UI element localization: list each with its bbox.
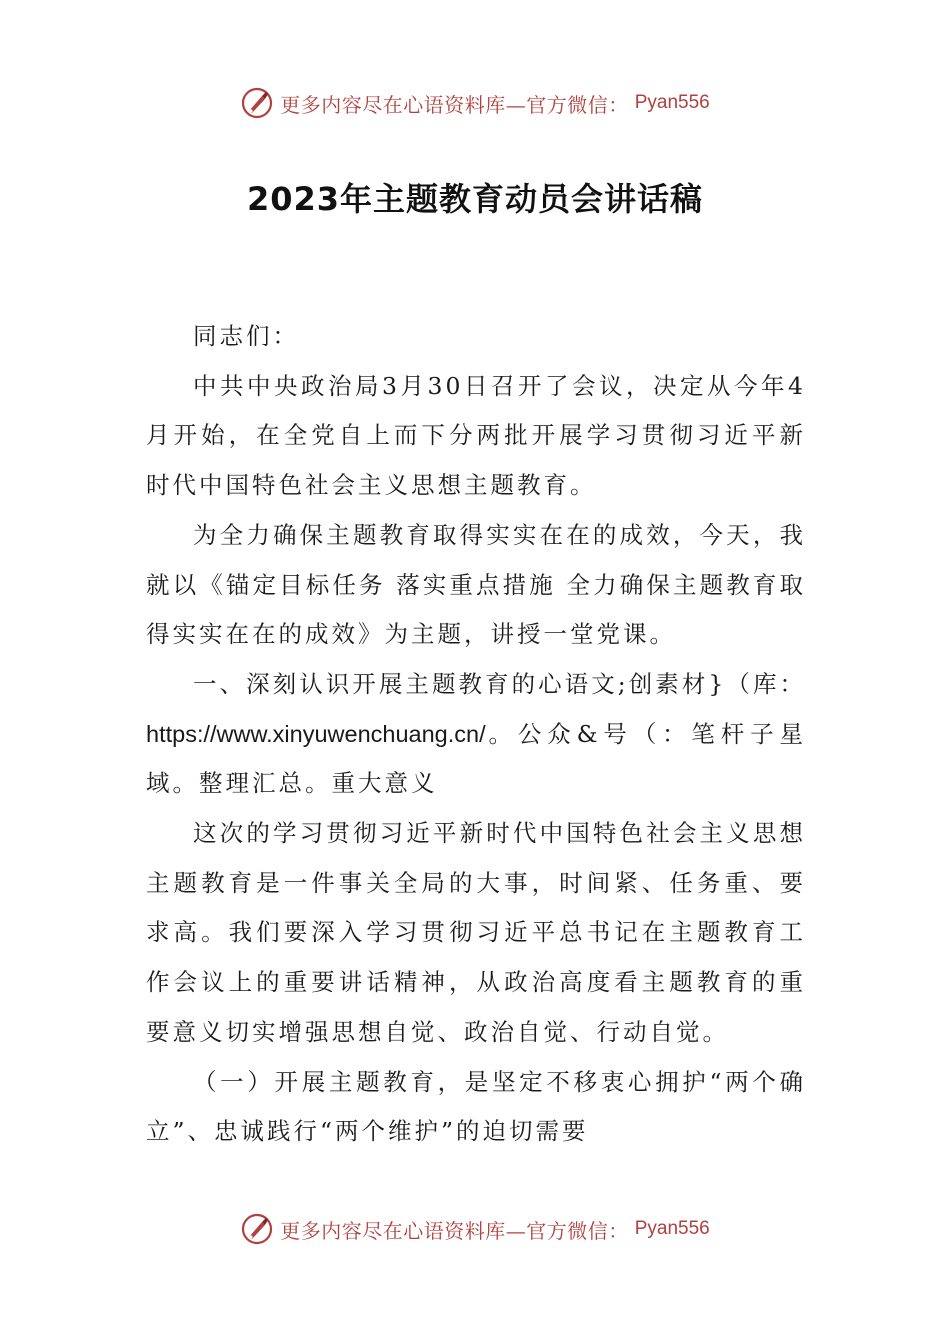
document-title: 2023年主题教育动员会讲话稿 xyxy=(246,180,704,218)
section-heading-1-part-b: 。公众&号（：笔杆子星域。整理汇总。重大意义 xyxy=(146,719,806,798)
watermark-wechat-id: Pyan556 xyxy=(634,1218,710,1239)
document-body xyxy=(146,312,806,1157)
paragraph-1: 中共中央政治局3月30日召开了会议，决定从今年4月开始，在全党自上而下分两批开展学习贯彻习近平新时代中国特色社会主义思想主题教育。 xyxy=(146,371,806,500)
pen-nib-logo-icon xyxy=(240,1212,274,1246)
footer-watermark xyxy=(0,1212,950,1246)
paragraph-2: 为全力确保主题教育取得实实在在的成效，今天，我就以《锚定目标任务 落实重点措施 全力确保主题教育取得实实在在的成效》为主题，讲授一堂党课。 xyxy=(146,520,806,649)
watermark-wechat-id: Pyan556 xyxy=(634,92,710,113)
watermark-text: 更多内容尽在心语资料库—官方微信： xyxy=(280,1218,629,1243)
pen-nib-logo-icon xyxy=(240,86,274,120)
section-heading-1 xyxy=(146,660,806,809)
paragraph-4: 这次的学习贯彻习近平新时代中国特色社会主义思想主题教育是一件事关全局的大事，时间紧、任务重、要求高。我们要深入学习贯彻习近平总书记在主题教育工作会议上的重要讲话精神，从政治高度看主题教育的重要意义切实增强思想自觉、政治自觉、行动自觉。 xyxy=(146,819,806,1046)
salutation: 同志们： xyxy=(193,322,299,350)
section-heading-1-part-a: 一、深刻认识开展主题教育的心语文;创素材}（库： xyxy=(193,669,806,698)
header-watermark xyxy=(0,86,950,120)
source-url-link[interactable]: https://www.xinyuwenchuang.cn/ xyxy=(146,720,486,747)
subsection-heading-1: （一）开展主题教育，是坚定不移衷心拥护“两个确立”、忠诚践行“两个维护”的迫切需要 xyxy=(146,1067,806,1146)
watermark-text: 更多内容尽在心语资料库—官方微信： xyxy=(280,92,629,117)
